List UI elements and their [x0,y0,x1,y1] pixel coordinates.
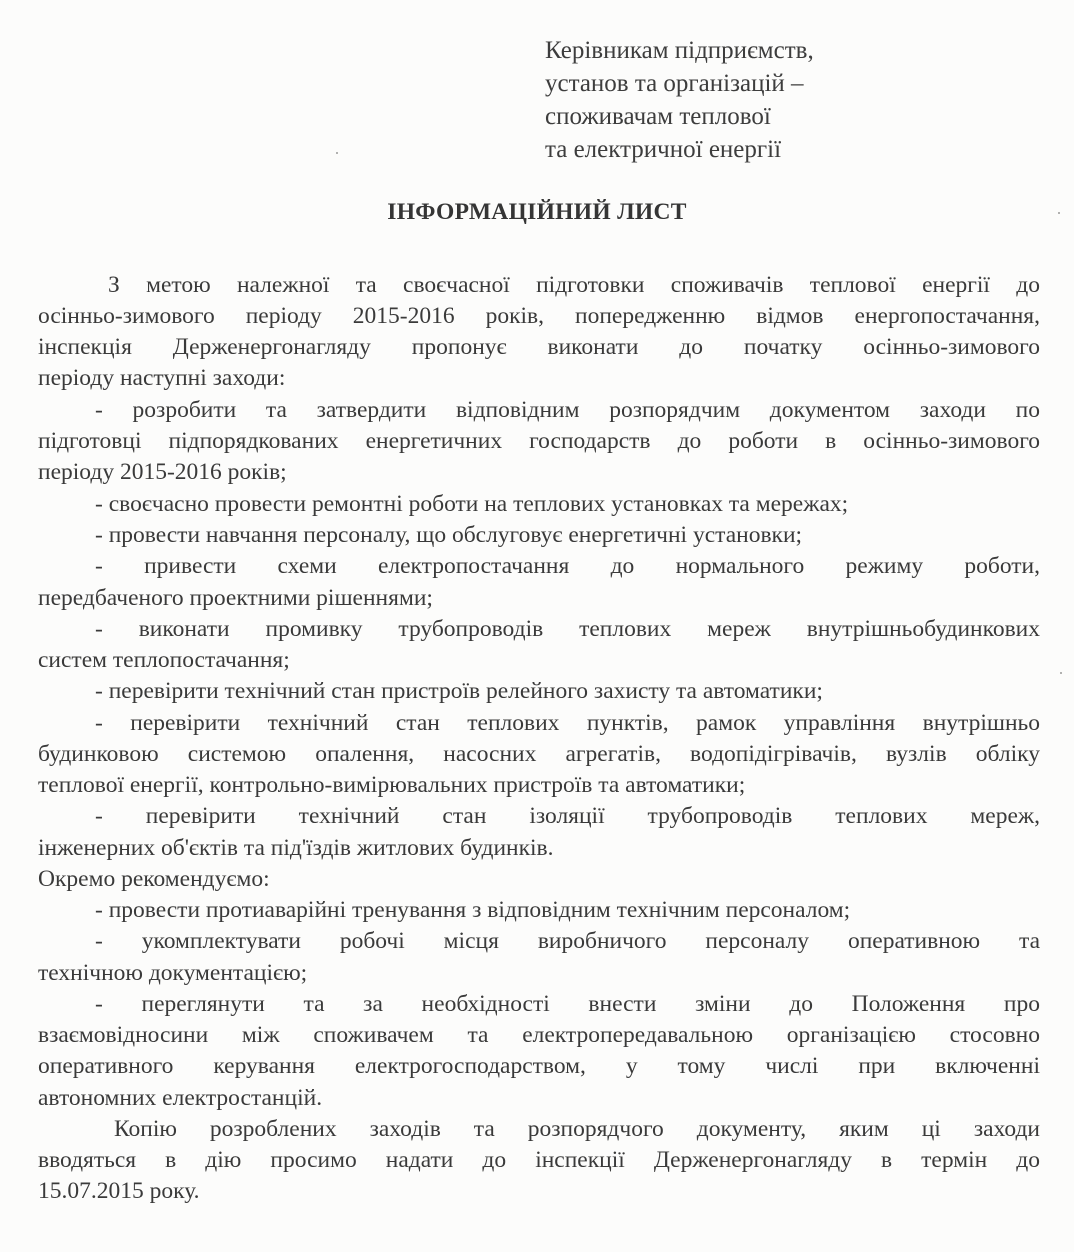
measure-item: - перевірити технічний стан пристроїв релейного захисту та автоматики; [95,678,823,704]
addressee-line: Керівникам підприємств, [545,37,814,64]
measure-item-cont: систем теплопостачання; [38,647,290,673]
measure-item: - перевірити технічний стан теплових пунктів, рамок управління внутрішньо [95,710,1040,736]
measure-item: - розробити та затвердити відповідним розпорядчим документом заходи по [95,397,1040,423]
intro-line: інспекція Держенергонагляду пропонує виконати до початку осінньо-зимового [38,334,1040,360]
intro-line: З метою належної та своєчасної підготовки споживачів теплової енергії до [108,272,1040,298]
document-title: ІНФОРМАЦІЙНИЙ ЛИСТ [387,199,687,225]
measure-item: - виконати промивку трубопроводів теплових мереж внутрішньобудинкових [95,616,1040,642]
scan-speck [1058,212,1060,214]
scan-speck [1060,672,1062,674]
recommendation-item: - переглянути та за необхідності внести зміни до Положення про [95,991,1040,1017]
intro-line: періоду наступні заходи: [38,365,286,391]
closing-line: Копію розроблених заходів та розпорядчого документу, яким ці заходи [114,1116,1040,1142]
measure-item: - перевірити технічний стан ізоляції трубопроводів теплових мереж, [95,803,1040,829]
recommendation-item: - укомплектувати робочі місця виробничого персоналу оперативною та [95,928,1040,954]
recommendation-item: - провести протиаварійні тренування з відповідним технічним персоналом; [95,897,851,923]
measure-item: - своєчасно провести ремонтні роботи на теплових установках та мережах; [95,491,849,517]
intro-line: осінньо-зимового періоду 2015-2016 років, попередженню відмов енергопостачання, [38,303,1040,329]
measure-item-cont: теплової енергії, контрольно-вимірювальних пристроїв та автоматики; [38,772,746,798]
scan-speck [336,152,338,154]
recommend-heading: Окремо рекомендуємо: [38,866,270,892]
addressee-line: установ та організацій – [545,70,804,97]
closing-line: 15.07.2015 року. [38,1178,200,1204]
measure-item-cont: періоду 2015-2016 років; [38,459,287,485]
measure-item-cont: інженерних об'єктів та під'їздів житлових будинків. [38,835,554,861]
measure-item: - провести навчання персоналу, що обслуговує енергетичні установки; [95,522,803,548]
recommendation-item-cont: автономних електростанцій. [38,1085,323,1111]
addressee-block [545,34,945,166]
recommendation-item-cont: взаємовідносини між споживачем та електропередавальною організацією стосовно [38,1022,1040,1048]
measure-item: - привести схеми електропостачання до нормального режиму роботи, [95,553,1040,579]
addressee-line: споживачам теплової [545,103,771,130]
recommendation-item-cont: технічною документацією; [38,960,308,986]
recommendation-item-cont: оперативного керування електрогосподарством, у тому числі при включенні [38,1053,1040,1079]
addressee-line: та електричної енергії [545,136,782,163]
measure-item-cont: підготовці підпорядкованих енергетичних господарств до роботи в осінньо-зимового [38,428,1040,454]
closing-line: вводяться в дію просимо надати до інспекції Держенергонагляду в термін до [38,1147,1040,1173]
measure-item-cont: передбаченого проектними рішеннями; [38,585,433,611]
measure-item-cont: будинковою системою опалення, насосних агрегатів, водопідігрівачів, вузлів обліку [38,741,1040,767]
